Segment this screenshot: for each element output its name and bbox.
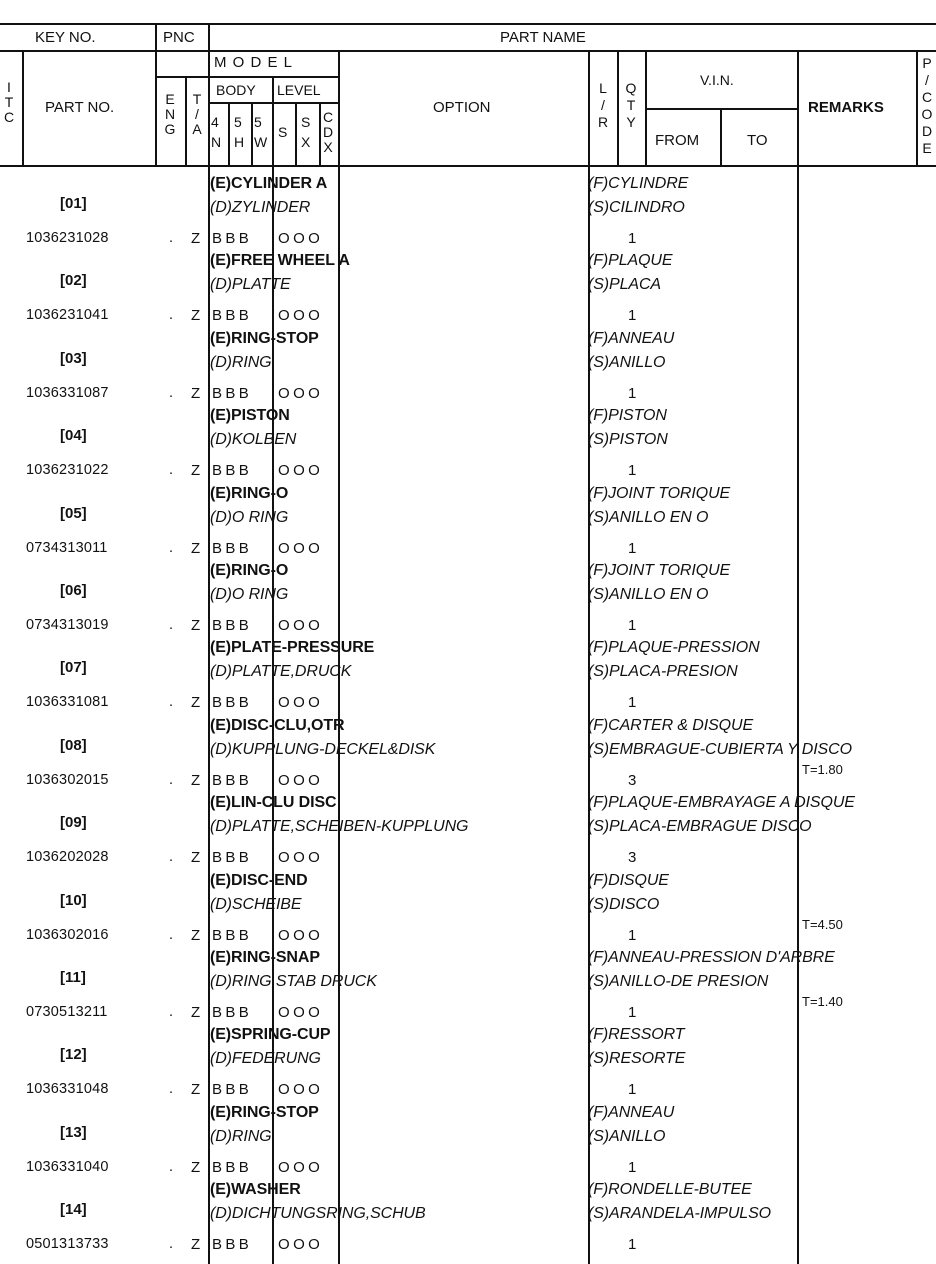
part-name-spanish: (S)ANILLO — [588, 353, 666, 371]
lr-heading — [596, 80, 610, 131]
body-codes: BBB — [212, 307, 253, 325]
body-col-char: 4 — [211, 114, 219, 130]
part-name-english: (E)RING-STOP — [210, 1103, 319, 1121]
part-name-french: (F)ANNEAU — [588, 329, 675, 347]
dot-marker: . — [169, 384, 174, 401]
lr-letter: R — [597, 114, 609, 130]
part-name-english: (E)CYLINDER A — [210, 175, 328, 192]
part-name-english: (E)RING-O — [210, 484, 289, 502]
quantity: 1 — [628, 1004, 637, 1021]
body-n-rule — [228, 102, 230, 166]
part-name-french: (F)JOINT TORIQUE — [588, 484, 731, 502]
part-name-french: (F)JOINT TORIQUE — [588, 562, 731, 579]
level-codes: OOO — [278, 771, 324, 789]
header-row1-rule — [0, 50, 936, 52]
body-codes: BBB — [212, 1081, 253, 1099]
part-name-french: (F)ANNEAU-PRESSION D'ARBRE — [588, 949, 835, 966]
itc-heading — [2, 80, 16, 125]
quantity: 1 — [628, 617, 637, 634]
part-number: 1036231041 — [26, 307, 109, 324]
body-codes: BBB — [212, 694, 253, 712]
header-top-rule — [0, 23, 936, 25]
quantity: 1 — [628, 384, 637, 402]
vin-to-heading: TO — [747, 132, 768, 149]
body-5w-heading — [254, 112, 267, 152]
part-name-french: (F)PLAQUE-PRESSION — [588, 639, 760, 657]
level-codes: OOO — [278, 384, 324, 402]
ta-letter: A — [192, 121, 202, 137]
key-number: [01] — [60, 195, 87, 212]
level-sx-char: X — [301, 134, 311, 150]
part-no-heading: PART NO. — [45, 99, 115, 116]
ta-heading — [190, 92, 204, 137]
part-number: 1036231028 — [26, 230, 109, 246]
quantity: 1 — [628, 1081, 637, 1099]
body-heading: BODY — [216, 82, 256, 98]
level-cdx-char: X — [323, 139, 333, 155]
part-name-german: (D)PLATTE,DRUCK — [210, 663, 352, 681]
dot-marker: . — [169, 1158, 174, 1175]
remark: T=4.50 — [802, 916, 843, 932]
model-rule — [155, 76, 338, 78]
body-col-char: 5 — [234, 114, 242, 130]
keyno-right-rule — [155, 23, 157, 166]
level-codes: OOO — [278, 307, 324, 325]
trim-code: Z — [191, 384, 201, 402]
quantity: 1 — [628, 462, 637, 480]
part-name-german: (D)KOLBEN — [210, 431, 297, 449]
key-number: [09] — [60, 814, 87, 832]
part-number: 1036231022 — [26, 462, 109, 479]
remark: T=1.40 — [802, 994, 843, 1009]
part-name-spanish: (S)PLACA — [588, 276, 661, 294]
level-sx-heading — [301, 112, 310, 152]
body-col-char: N — [211, 134, 222, 150]
part-number: 1036202028 — [26, 849, 109, 866]
part-name-french: (F)RONDELLE-BUTEE — [588, 1181, 752, 1199]
qty-letter: Q — [625, 80, 637, 96]
part-name-french: (F)PLAQUE-EMBRAYAGE A DISQUE — [588, 794, 855, 812]
trim-code: Z — [191, 1158, 201, 1176]
itc-letter: T — [4, 94, 14, 110]
level-heading: LEVEL — [277, 82, 321, 98]
part-name-german: (D)O RING — [210, 586, 289, 603]
part-name-spanish: (S)ANILLO EN O — [588, 508, 709, 526]
level-cdx-heading — [321, 110, 335, 155]
level-codes: OOO — [278, 694, 324, 712]
trim-code: Z — [191, 230, 201, 247]
lr-letter: / — [601, 97, 605, 113]
header-bottom-rule — [0, 165, 936, 167]
part-name-spanish: (S)ARANDELA-IMPULSO — [588, 1205, 772, 1223]
part-name-german: (D)RING — [210, 1127, 272, 1145]
part-name-french: (F)PISTON — [588, 407, 667, 425]
dot-marker: . — [169, 1236, 174, 1253]
dot-marker: . — [169, 1004, 174, 1020]
body-codes: BBB — [212, 384, 253, 402]
remark: T=1.80 — [802, 761, 843, 777]
option-heading: OPTION — [433, 99, 491, 116]
trim-code: Z — [191, 694, 201, 712]
part-name-spanish: (S)PLACA-EMBRAGUE DISCO — [588, 818, 812, 836]
part-name-german: (D)SCHEIBE — [210, 895, 302, 913]
eng-heading — [163, 92, 177, 137]
part-name-english: (E)SPRING-CUP — [210, 1026, 331, 1044]
part-name-spanish: (S)CILINDRO — [588, 199, 685, 216]
part-name-spanish: (S)EMBRAGUE-CUBIERTA Y DISCO — [588, 740, 852, 758]
part-name-german: (D)KUPPLUNG-DECKEL&DISK — [210, 740, 436, 758]
qty-letter: T — [626, 97, 636, 113]
level-sx-char: S — [301, 114, 311, 130]
level-codes: OOO — [278, 617, 324, 634]
key-no-heading: KEY NO. — [35, 29, 96, 46]
trim-code: Z — [191, 926, 201, 944]
part-number: 0730513211 — [26, 1004, 108, 1020]
part-name-german: (D)RING — [210, 353, 272, 371]
key-number: [10] — [60, 891, 87, 909]
pcode-letter: E — [922, 140, 932, 156]
trim-code: Z — [191, 617, 201, 634]
trim-code: Z — [191, 849, 201, 867]
quantity: 1 — [628, 307, 637, 325]
body-5h-heading — [234, 112, 244, 152]
dot-marker: . — [169, 694, 174, 711]
pcode-letter: C — [921, 89, 933, 105]
body-codes: BBB — [212, 230, 253, 247]
itc-letter: I — [7, 79, 11, 95]
part-name-spanish: (S)ANILLO — [588, 1127, 666, 1145]
part-name-heading: PART NAME — [500, 29, 586, 46]
key-number: [07] — [60, 659, 87, 677]
vin-mid-rule — [720, 108, 722, 166]
part-name-english: (E)PISTON — [210, 407, 290, 425]
dot-marker: . — [169, 462, 174, 479]
quantity: 1 — [628, 694, 637, 712]
part-name-english: (E)RING-O — [210, 562, 289, 579]
part-name-english: (E)FREE WHEEL A — [210, 252, 350, 270]
key-number: [13] — [60, 1123, 87, 1141]
body-col-char: 5 — [254, 114, 262, 130]
key-number: [05] — [60, 504, 87, 522]
vin-right-rule — [797, 50, 799, 1264]
dot-marker: . — [169, 771, 174, 788]
quantity: 3 — [628, 771, 637, 789]
trim-code: Z — [191, 462, 201, 480]
key-number: [03] — [60, 349, 87, 367]
level-codes: OOO — [278, 849, 324, 867]
itc-rule — [22, 50, 24, 166]
remarks-right-rule — [916, 50, 918, 166]
part-name-german: (D)PLATTE,SCHEIBEN-KUPPLUNG — [210, 818, 469, 836]
dot-marker: . — [169, 1081, 174, 1098]
pcode-letter: P — [922, 55, 932, 71]
eng-rule — [185, 76, 187, 166]
part-name-english: (E)DISC-END — [210, 871, 308, 889]
quantity: 1 — [628, 926, 637, 944]
part-number: 1036331048 — [26, 1081, 109, 1098]
part-name-spanish: (S)ANILLO EN O — [588, 586, 709, 603]
quantity: 1 — [628, 539, 637, 557]
eng-letter: N — [164, 106, 176, 122]
level-codes: OOO — [278, 1004, 324, 1021]
quantity: 1 — [628, 1158, 637, 1176]
part-name-german: (D)FEDERUNG — [210, 1050, 321, 1068]
key-number: [04] — [60, 427, 87, 445]
part-name-french: (F)DISQUE — [588, 871, 669, 889]
part-name-spanish: (S)DISCO — [588, 895, 660, 913]
pcode-letter: D — [921, 123, 933, 139]
key-number: [12] — [60, 1046, 87, 1064]
trim-code: Z — [191, 1236, 201, 1254]
eng-letter: E — [165, 91, 175, 107]
body-codes: BBB — [212, 539, 253, 557]
part-number: 0501313733 — [26, 1236, 109, 1253]
part-name-french: (F)RESSORT — [588, 1026, 685, 1044]
part-name-french: (F)ANNEAU — [588, 1103, 675, 1121]
part-number: 1036302016 — [26, 926, 109, 943]
body-codes: BBB — [212, 1158, 253, 1176]
trim-code: Z — [191, 1004, 201, 1021]
part-name-english: (E)RING-STOP — [210, 329, 319, 347]
level-codes: OOO — [278, 462, 324, 480]
pcode-letter: O — [921, 106, 933, 122]
trim-code: Z — [191, 1081, 201, 1099]
pnc-heading: PNC — [163, 29, 195, 46]
vin-from-heading: FROM — [655, 132, 700, 149]
body-4n-heading — [211, 112, 221, 152]
level-codes: OOO — [278, 926, 324, 944]
level-codes: OOO — [278, 539, 324, 557]
key-number: [14] — [60, 1201, 87, 1219]
key-number: [08] — [60, 736, 87, 754]
part-name-german: (D)PLATTE — [210, 276, 291, 294]
part-name-english: (E)PLATE-PRESSURE — [210, 639, 375, 657]
part-name-english: (E)LIN-CLU DISC — [210, 794, 337, 812]
body-codes: BBB — [212, 1236, 253, 1254]
part-name-german: (D)O RING — [210, 508, 289, 526]
dot-marker: . — [169, 926, 174, 943]
level-s-heading: S — [278, 124, 288, 140]
qty-right-rule — [645, 50, 647, 166]
trim-code: Z — [191, 539, 201, 557]
dot-marker: . — [169, 617, 174, 633]
part-number: 0734313011 — [26, 539, 108, 556]
level-s-rule — [295, 102, 297, 166]
part-name-french: (F)CYLINDRE — [588, 175, 689, 192]
dot-marker: . — [169, 307, 174, 324]
body-codes: BBB — [212, 1004, 253, 1021]
body-codes: BBB — [212, 771, 253, 789]
level-cdx-char: C — [322, 109, 334, 125]
part-name-english: (E)DISC-CLU,OTR — [210, 716, 345, 734]
quantity: 1 — [628, 230, 637, 247]
pcode-heading — [920, 55, 934, 157]
quantity: 1 — [628, 1236, 637, 1254]
level-codes: OOO — [278, 1236, 324, 1254]
part-name-french: (F)CARTER & DISQUE — [588, 716, 754, 734]
remarks-heading: REMARKS — [808, 99, 884, 116]
part-name-french: (F)PLAQUE — [588, 252, 673, 270]
body-codes: BBB — [212, 462, 253, 480]
part-number: 0734313019 — [26, 617, 109, 633]
part-number: 1036331087 — [26, 384, 109, 401]
pcode-letter: / — [925, 72, 929, 88]
vin-heading: V.I.N. — [700, 72, 734, 88]
dot-marker: . — [169, 539, 174, 556]
key-number: [06] — [60, 582, 87, 599]
lr-letter: L — [599, 80, 607, 96]
ta-letter: T — [192, 91, 202, 107]
body-codes: BBB — [212, 926, 253, 944]
body-col-char: W — [254, 134, 268, 150]
body-h-rule — [251, 102, 253, 166]
level-cdx-char: D — [322, 124, 334, 140]
part-name-german: (D)DICHTUNGSRING,SCHUB — [210, 1205, 426, 1223]
part-number: 1036331040 — [26, 1158, 109, 1175]
qty-heading — [624, 80, 638, 131]
part-number: 1036331081 — [26, 694, 109, 711]
itc-letter: C — [3, 109, 15, 125]
part-name-german: (D)ZYLINDER — [210, 199, 311, 216]
part-name-spanish: (S)ANILLO-DE PRESION — [588, 973, 769, 990]
level-codes: OOO — [278, 1081, 324, 1099]
model-heading: M O D E L — [214, 54, 294, 71]
part-name-spanish: (S)RESORTE — [588, 1050, 686, 1068]
quantity: 3 — [628, 849, 637, 867]
ta-letter: / — [195, 106, 199, 122]
key-number: [02] — [60, 272, 87, 290]
trim-code: Z — [191, 771, 201, 789]
body-col-char: H — [234, 134, 245, 150]
part-name-english: (E)RING-SNAP — [210, 949, 320, 966]
trim-code: Z — [191, 307, 201, 325]
part-name-spanish: (S)PLACA-PRESION — [588, 663, 738, 681]
body-codes: BBB — [212, 617, 253, 634]
eng-letter: G — [164, 121, 176, 137]
dot-marker: . — [169, 849, 174, 866]
level-codes: OOO — [278, 230, 324, 247]
part-name-english: (E)WASHER — [210, 1181, 301, 1199]
qty-letter: Y — [626, 114, 636, 130]
dot-marker: . — [169, 230, 174, 246]
part-name-german: (D)RING,STAB DRUCK — [210, 973, 377, 990]
part-name-spanish: (S)PISTON — [588, 431, 668, 449]
body-codes: BBB — [212, 849, 253, 867]
key-number: [11] — [60, 969, 86, 986]
lr-right-rule — [617, 50, 619, 166]
part-number: 1036302015 — [26, 771, 109, 788]
level-codes: OOO — [278, 1158, 324, 1176]
